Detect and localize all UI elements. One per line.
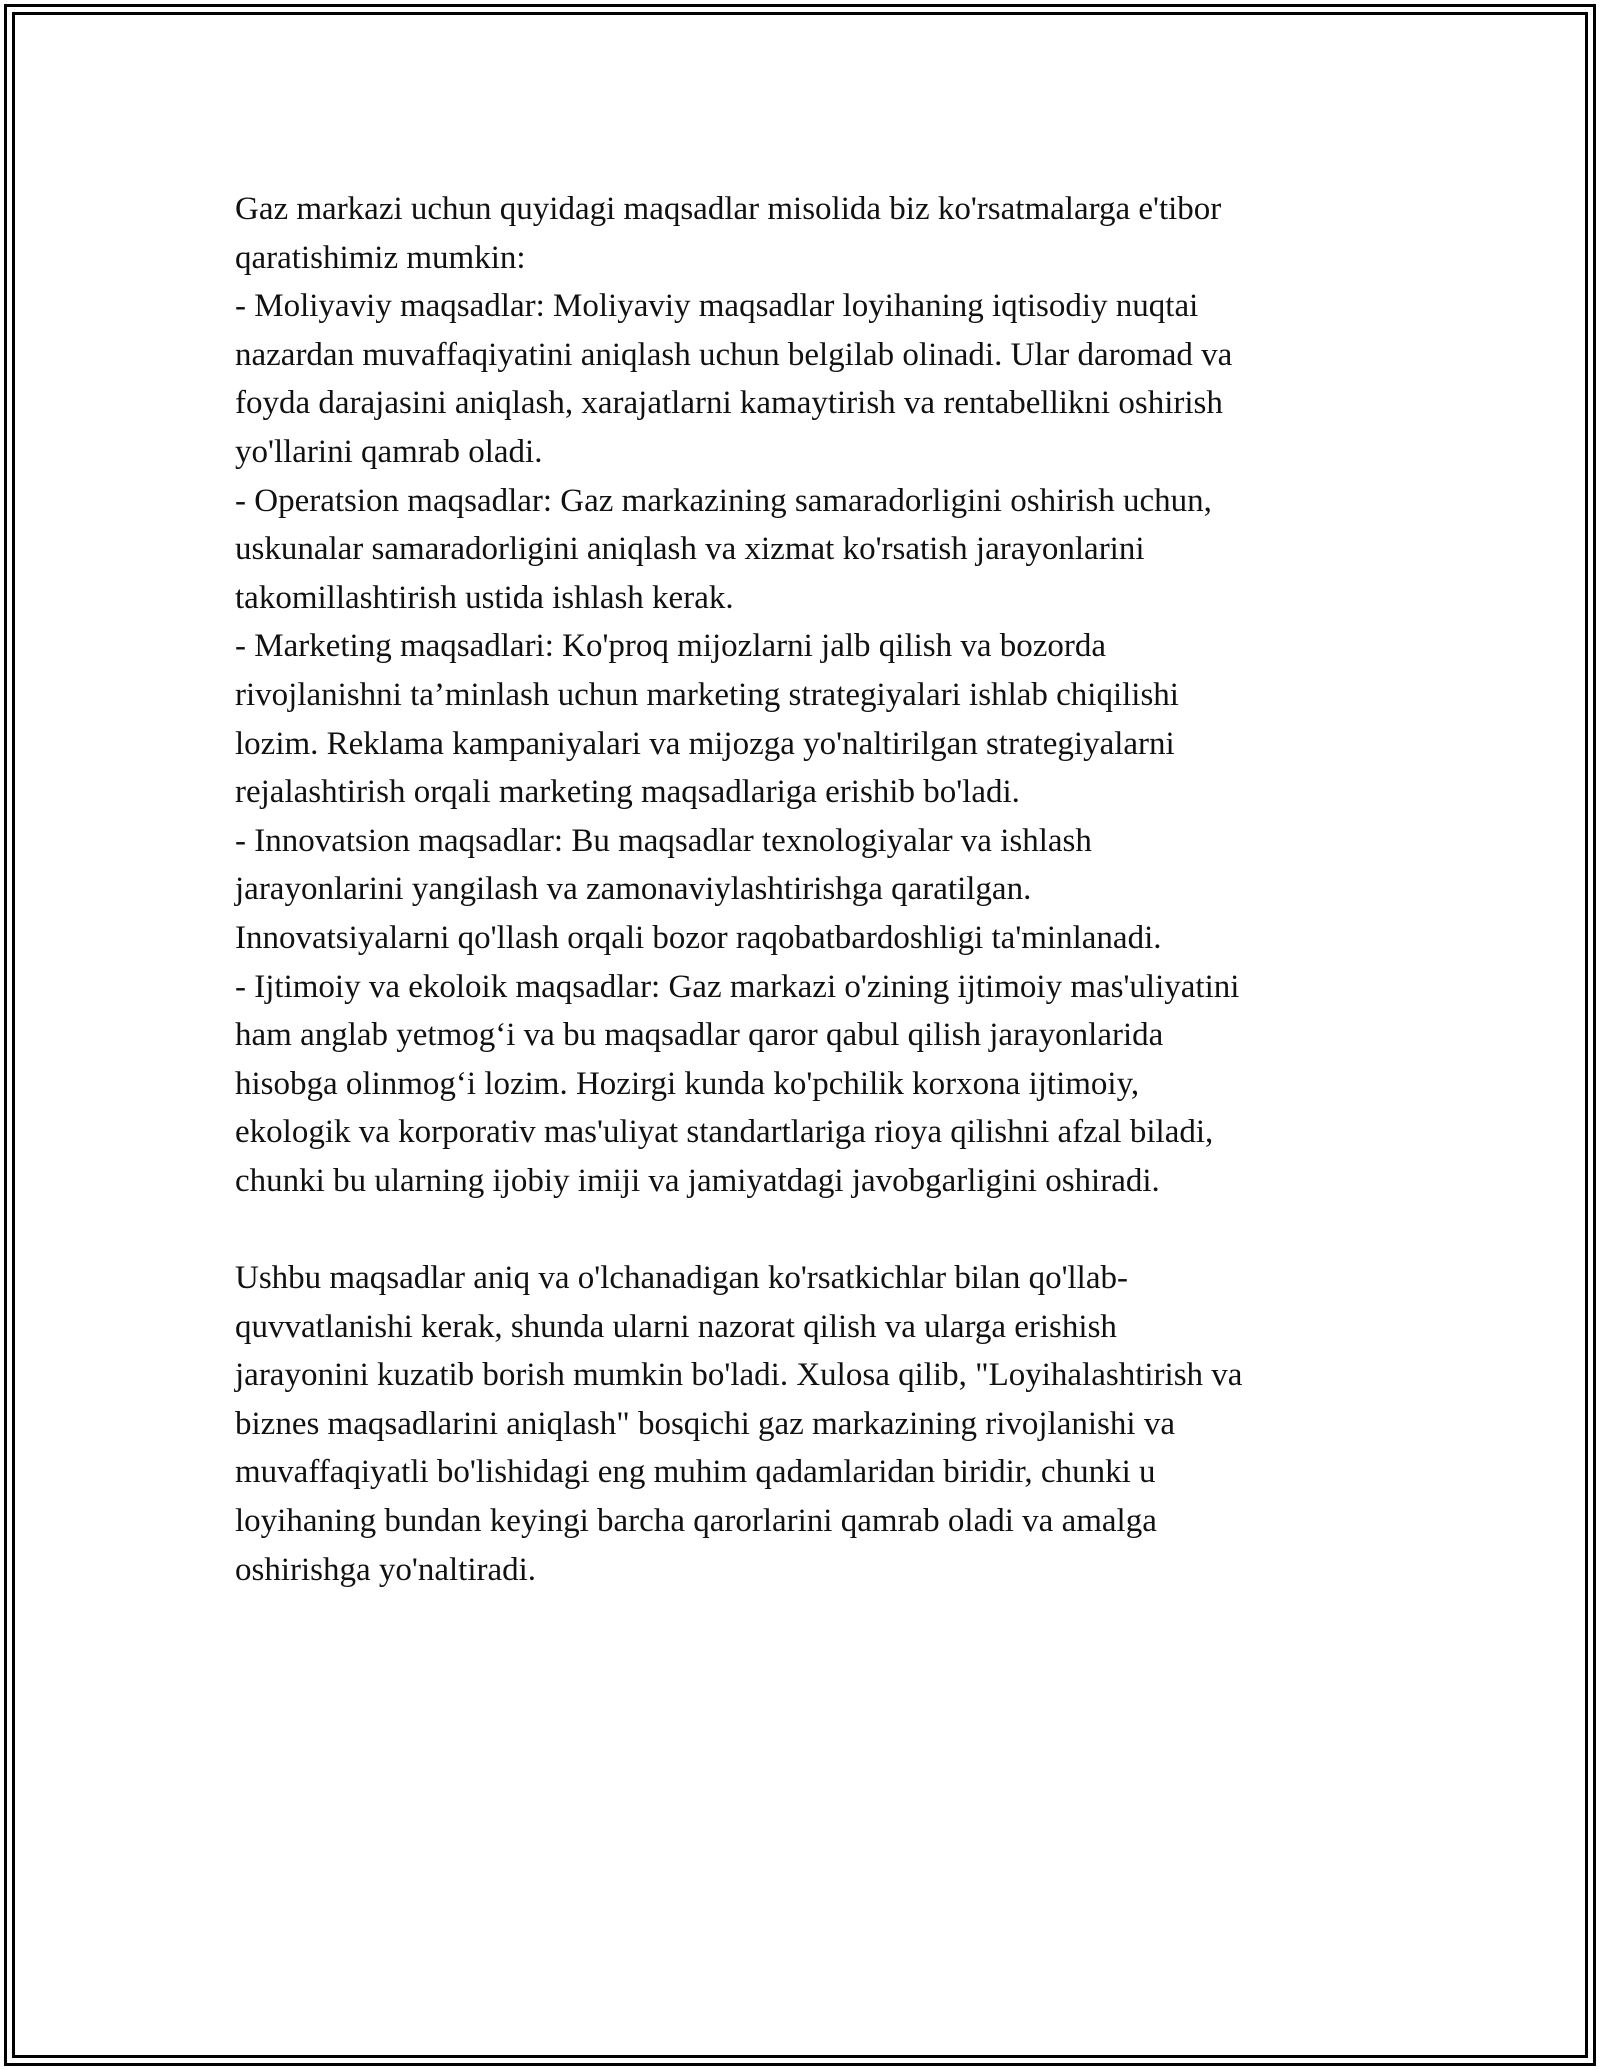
paragraph-spacer bbox=[235, 1205, 1365, 1254]
text-line: Ushbu maqsadlar aniq va o'lchanadigan ko'rsatkichlar bilan qo'llab- bbox=[235, 1260, 1128, 1297]
text-line: loyihaning bundan keyingi barcha qarorlarini qamrab oladi va amalga bbox=[235, 1503, 1157, 1540]
text-line: rivojlanishni ta’minlash uchun marketing strategiyalari ishlab chiqilishi bbox=[235, 676, 1179, 713]
text-line: - Moliyaviy maqsadlar: Moliyaviy maqsadlar loyihaning iqtisodiy nuqtai bbox=[235, 288, 1199, 325]
text-line: uskunalar samaradorligini aniqlash va xizmat ko'rsatish jarayonlarini bbox=[235, 531, 1145, 568]
document-body bbox=[235, 185, 1365, 1594]
text-line: - Ijtimoiy va ekoloik maqsadlar: Gaz markazi o'zining ijtimoiy mas'uliyatini bbox=[235, 968, 1240, 1005]
text-line: hisobga olinmog‘i lozim. Hozirgi kunda ko'pchilik korxona ijtimoiy, bbox=[235, 1065, 1140, 1102]
text-line: - Innovatsion maqsadlar: Bu maqsadlar texnologiyalar va ishlash bbox=[235, 822, 1092, 859]
text-line: takomillashtirish ustida ishlash kerak. bbox=[235, 579, 734, 616]
text-line: chunki bu ularning ijobiy imiji va jamiyatdagi javobgarligini oshiradi. bbox=[235, 1162, 1160, 1199]
text-line: Gaz markazi uchun quyidagi maqsadlar misolida biz ko'rsatmalarga e'tibor bbox=[235, 191, 1222, 227]
text-line: jarayonini kuzatib borish mumkin bo'ladi. Xulosa qilib, "Loyihalashtirish va bbox=[235, 1357, 1243, 1394]
text-line: jarayonlarini yangilash va zamonaviylashtirishga qaratilgan. bbox=[235, 871, 1032, 908]
text-line: quvvatlanishi kerak, shunda ularni nazorat qilish va ularga erishish bbox=[235, 1308, 1117, 1345]
text-line: ham anglab yetmog‘i va bu maqsadlar qaror qabul qilish jarayonlarida bbox=[235, 1017, 1164, 1054]
text-line: oshirishga yo'naltiradi. bbox=[235, 1551, 537, 1588]
text-line: rejalashtirish orqali marketing maqsadlariga erishib bo'ladi. bbox=[235, 774, 1020, 811]
text-line: ekologik va korporativ mas'uliyat standartlariga rioya qilishni afzal biladi, bbox=[235, 1114, 1214, 1151]
text-line: Innovatsiyalarni qo'llash orqali bozor raqobatbardoshligi ta'minlanadi. bbox=[235, 919, 1162, 956]
text-line: biznes maqsadlarini aniqlash" bosqichi gaz markazining rivojlanishi va bbox=[235, 1405, 1175, 1442]
text-line: - Operatsion maqsadlar: Gaz markazining samaradorligini oshirish uchun, bbox=[235, 482, 1212, 519]
text-line: lozim. Reklama kampaniyalari va mijozga yo'naltirilgan strategiyalarni bbox=[235, 725, 1175, 762]
text-line: qaratishimiz mumkin: bbox=[235, 239, 526, 276]
text-line: foyda darajasini aniqlash, xarajatlarni kamaytirish va rentabellikni oshirish bbox=[235, 385, 1223, 422]
text-line: yo'llarini qamrab oladi. bbox=[235, 433, 543, 470]
paragraph-goals-list bbox=[235, 185, 1365, 1205]
text-line: nazardan muvaffaqiyatini aniqlash uchun belgilab olinadi. Ular daromad va bbox=[235, 336, 1233, 373]
text-line: muvaffaqiyatli bo'lishidagi eng muhim qadamlaridan biridir, chunki u bbox=[235, 1454, 1156, 1491]
text-line: - Marketing maqsadlari: Ko'proq mijozlarni jalb qilish va bozorda bbox=[235, 628, 1107, 665]
paragraph-conclusion bbox=[235, 1254, 1365, 1594]
